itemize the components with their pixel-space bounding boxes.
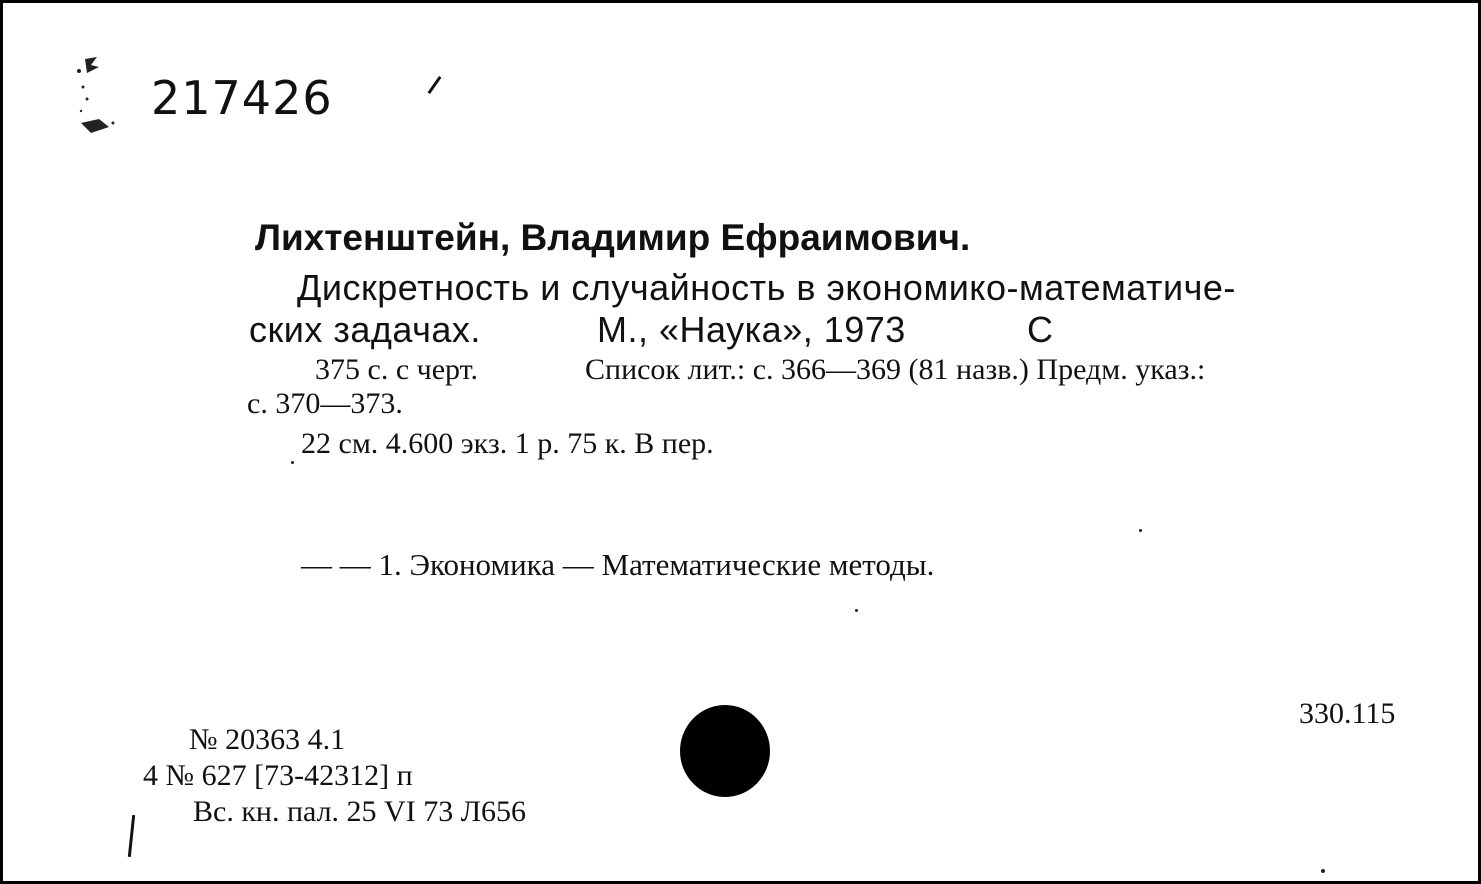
format-and-price: 22 см. 4.600 экз. 1 р. 75 к. В пер.: [301, 427, 714, 460]
physical-description: 375 с. с черт.: [315, 353, 478, 386]
punch-hole: [680, 705, 770, 797]
title-line-2: ских задачах.: [249, 309, 481, 350]
scan-speck: [1321, 869, 1325, 873]
footer-line-1: № 20363 4.1: [189, 723, 346, 756]
pen-stroke: [128, 815, 135, 857]
mark-letter: С: [1027, 309, 1054, 350]
footer-line-3: Вс. кн. пал. 25 VI 73 Л656: [193, 795, 527, 828]
footer-line-2: 4 № 627 [73-42312] п: [143, 759, 413, 792]
bibliography-note: Список лит.: с. 366—369 (81 назв.) Предм. указ.:: [585, 353, 1206, 386]
pen-tick: [428, 76, 442, 94]
subject-heading: — — 1. Экономика — Математические методы.: [301, 547, 935, 582]
scan-speck: [291, 461, 294, 464]
index-pages: с. 370—373.: [247, 387, 403, 420]
stamp-mark-icon: [69, 53, 123, 139]
author-heading: Лихтенштейн, Владимир Ефраимович.: [255, 217, 971, 258]
classification-number: 330.115: [1299, 697, 1396, 730]
scan-speck: [855, 609, 858, 612]
publisher-imprint: М., «Наука», 1973: [597, 309, 906, 350]
handwritten-number: 217426: [151, 71, 333, 125]
title-line-1: Дискретность и случайность в экономико-математиче-: [297, 267, 1236, 308]
scan-speck: [1139, 529, 1142, 532]
